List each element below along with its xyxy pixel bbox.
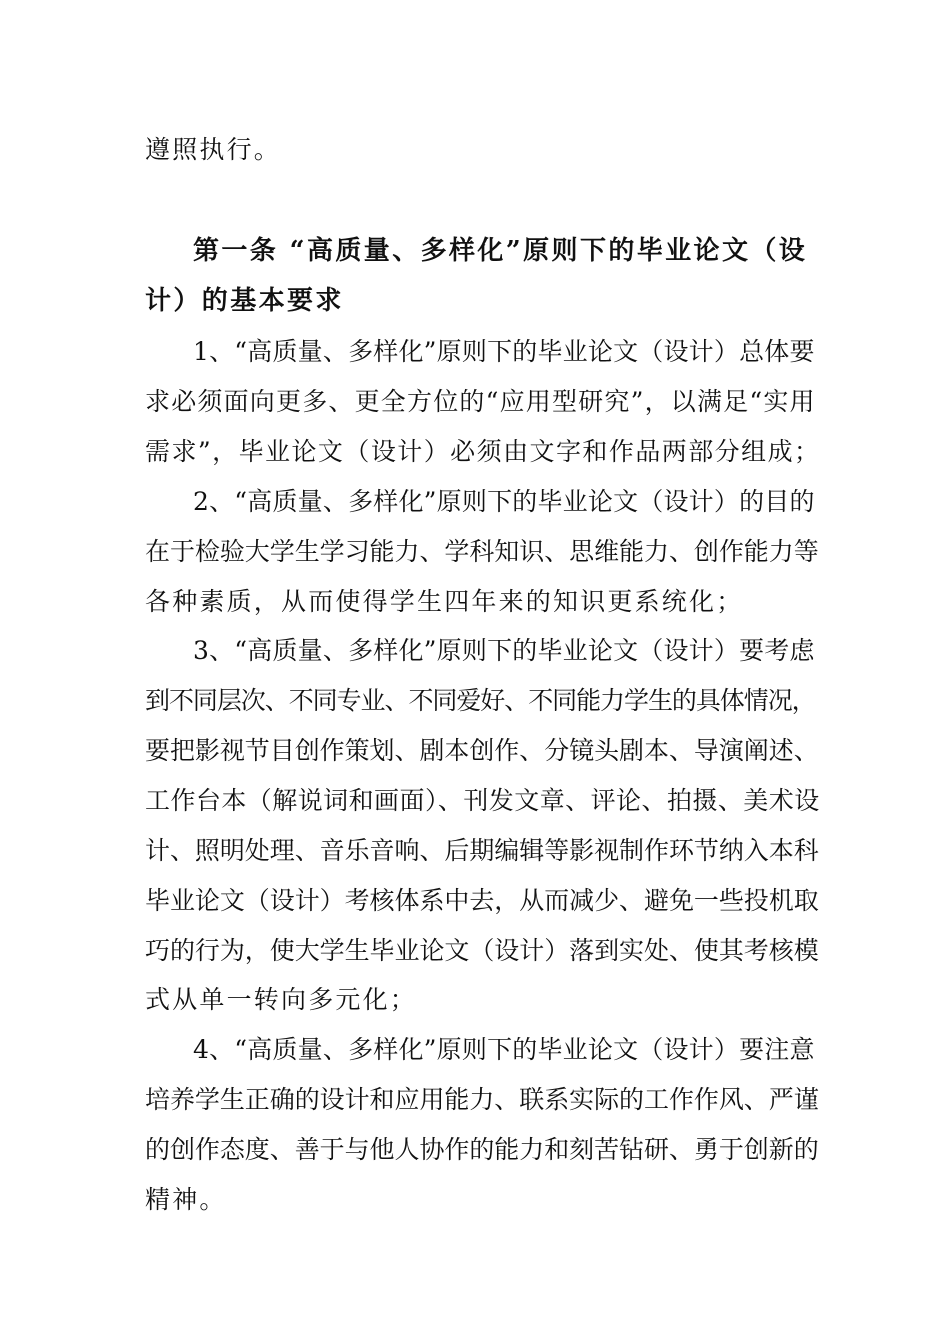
paragraph-3-line-5: 计、照明处理、音乐音响、后期编辑等影视制作环节纳入本科	[145, 836, 819, 865]
paragraph-3-line-8: 式从单一转向多元化；	[145, 985, 418, 1014]
paragraph-4-line-3: 的创作态度、善于与他人协作的能力和刻苦钻研、勇于创新的	[145, 1135, 819, 1164]
paragraph-3-line-1: 3、“高质量、多样化”原则下的毕业论文（设计）要考虑	[193, 636, 815, 665]
paragraph-3-line-7: 巧的行为，使大学生毕业论文（设计）落到实处、使其考核模	[145, 936, 819, 965]
section-heading-line-2: 计）的基本要求	[145, 286, 344, 316]
paragraph-1-line-1: 1、“高质量、多样化”原则下的毕业论文（设计）总体要	[193, 337, 815, 366]
paragraph-1-line-2: 求必须面向更多、更全方位的“应用型研究”，以满足“实用	[145, 387, 816, 416]
paragraph-2-line-1: 2、“高质量、多样化”原则下的毕业论文（设计）的目的	[193, 487, 815, 516]
paragraph-3-line-3: 要把影视节目创作策划、剧本创作、分镜头剧本、导演阐述、	[145, 736, 819, 765]
intro-tail-text: 遵照执行。	[145, 135, 282, 164]
section-heading-line-1: 第一条 “高质量、多样化”原则下的毕业论文（设	[193, 236, 808, 266]
paragraph-3-line-2: 到不同层次、不同专业、不同爱好、不同能力学生的具体情况，	[145, 686, 816, 715]
paragraph-3-line-4: 工作台本（解说词和画面）、刊发文章、评论、拍摄、美术设	[145, 786, 820, 815]
paragraph-3-line-6: 毕业论文（设计）考核体系中去，从而减少、避免一些投机取	[145, 886, 819, 915]
paragraph-4-line-2: 培养学生正确的设计和应用能力、联系实际的工作作风、严谨	[145, 1085, 819, 1114]
paragraph-2-line-3: 各种素质，从而使得学生四年来的知识更系统化；	[145, 587, 744, 616]
paragraph-2-line-2: 在于检验大学生学习能力、学科知识、思维能力、创作能力等	[145, 537, 819, 566]
paragraph-4-line-4: 精神。	[145, 1185, 227, 1214]
paragraph-4-line-1: 4、“高质量、多样化”原则下的毕业论文（设计）要注意	[193, 1035, 815, 1064]
paragraph-1-line-3: 需求”，毕业论文（设计）必须由文字和作品两部分组成；	[145, 437, 821, 466]
